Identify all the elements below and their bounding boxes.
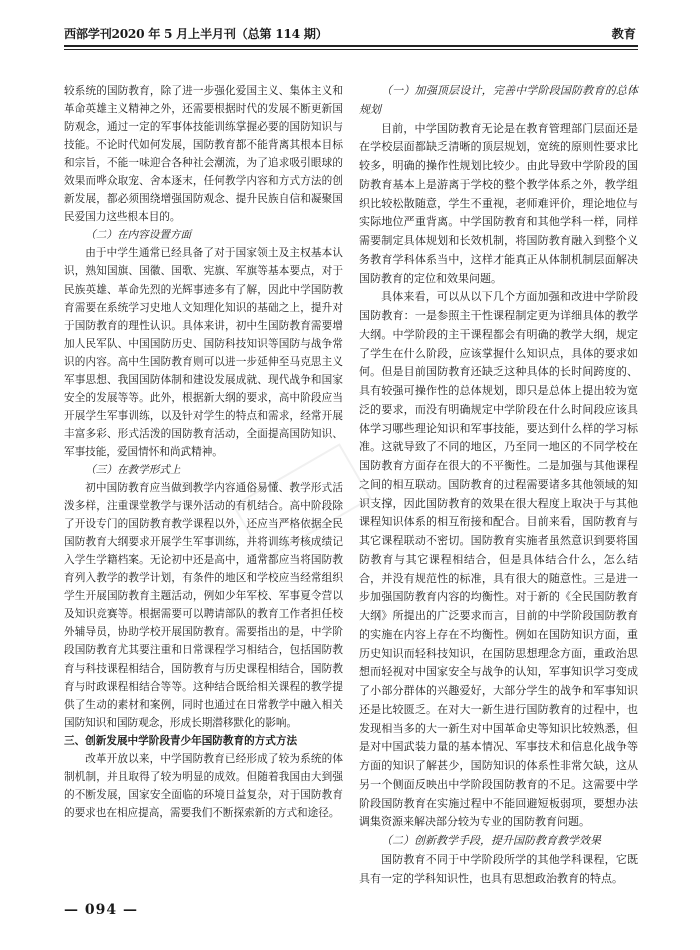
- left-column: [64, 82, 343, 822]
- subsection-heading: （三）在教学形式上: [85, 463, 181, 476]
- paragraph: 由于中学生通常已经具备了对于国家领土及主权基本认识，熟知国旗、国徽、国歌、宪旗、军旗等基本要点，对于民族英雄、革命先烈的光辉事迹多有了解，因此中学国防教育需要在系统学习史地人文知理化知识的基础之上，提升对于国防教育的理性认识。具体来讲，初中生国防教育需要增加人民军队、中国国防历史、国防科技知识等国防与战争常识的内容。高中生国防教育则可以进一步延伸至马克思主义军事思想、我国国防体制和建设发展成就、现代战争和国家安全的发展等等。此外，根据新大纲的要求，高中阶段应当开展学生军事训练，以及针对学生的特点和需求，经常开展丰富多彩、形式活泼的国防教育活动，全面提高国防知识、军事技能，爱国情怀和尚武精神。: [64, 247, 343, 458]
- subsection-heading: （一）加强顶层设计，完善中学阶段国防教育的总体规划: [359, 84, 638, 116]
- paragraph: 初中国防教育应当做到教学内容通俗易懂、教学形式活泼多样，注重课堂教学与课外活动的有机结合。高中阶段除了开设专门的国防教育教学课程以外，还应当严格依据全民国防教育大纲要求开展学生军事训练，并将训练考核成绩记入学生学籍档案。无论初中还是高中，通常都应当将国防教育列入教学的教学计划，有条件的地区和学校应当经常组织学生开展国防教育主题活动，例如少年军校、军事夏令营以及知识竞赛等。根据需要可以聘请部队的教育工作者担任校外辅导员，协助学校开展国防教育。需要指出的是，中学阶段国防教育尤其要注重和日常课程学习相结合，包括国防教育与科技课程相结合，国防教育与历史课程相结合，国防教育与时政课程相结合等等。这种结合既给相关课程的教学提供了生动的素材和案例，同时也通过在日常教学中融入相关国防知识和国防观念，形成长期潜移默化的影响。: [64, 482, 343, 729]
- subsection-heading: （二）在内容设置方面: [85, 229, 192, 242]
- header-rule-thin: [64, 49, 638, 50]
- section-heading: 三、创新发展中学阶段青少年国防教育的方式方法: [64, 734, 298, 747]
- right-column: [359, 82, 638, 888]
- paragraph: 国防教育不同于中学阶段所学的其他学科课程，它既具有一定的学科知识性，也具有思想政治教育的特点。: [359, 852, 638, 885]
- header-rule-thick: [64, 45, 638, 47]
- section-label: 教育: [611, 27, 636, 41]
- paragraph: 目前，中学国防教育无论是在教育管理部门层面还是在学校层面都缺乏清晰的顶层规划，宽统的原则性要求比较多，明确的操作性规划比较少。由此导致中学阶段的国防教育基本上是游离于学校的整个教学体系之外，教学组织比较松散随意，学生不重视，老师难评价，理论地位与实际地位严重背离。中学国防教育和其他学科一样，同样需要制定具体规划和长效机制，将国防教育融入到整个义务教育学科体系当中，这样才能真正从体制机制层面解决国防教育的定位和效果问题。: [359, 121, 638, 285]
- subsection-heading: （二）创新教学手段，提升国防教育教学效果: [381, 834, 601, 847]
- page-number: — 094 —: [64, 902, 138, 918]
- paragraph: 改革开放以来，中学国防教育已经形成了较为系统的体制机制，并且取得了较为明显的成效。但随着我国由大到强的不断发展，国家安全面临的环境日益复杂，对于国防教育的要求也在相应提高，需要我们不断探索新的方式和途径。: [64, 752, 343, 819]
- paragraph: 具体来看，可以从以下几个方面加强和改进中学阶段国防教育：一是参照主干性课程制定更为详细具体的教学大纲。中学阶段的主干课程都会有明确的教学大纲，规定了学生在什么阶段，应该掌握什么知识点，具体的要求如何。但是目前国防教育还缺乏这种具体的长时间跨度的、具有较强可操作性的总体规划，即只是总体上提出较为宽泛的要求，而没有明确规定中学阶段在什么时间段应该具体学习哪些理论知识和军事技能，要达到什么样的学习标准。这就导致了不同的地区，乃至同一地区的不同学校在国防教育方面存在很大的不平衡性。二是加强与其他课程之间的相互联动。国防教育的过程需要诸多其他领域的知识支撑，因此国防教育的效果在很大程度上取决于与其他课程知识体系的相互衔接和配合。目前来看，国防教育与其它课程联动不密切。国防教育实施者虽然意识到要将国防教育与其它课程相结合，但是具体结合什么，怎么结合，并没有规范性的标准，具有很大的随意性。三是进一步加强国防教育内容的均衡性。对于新的《全民国防教育大纲》所提出的广泛要求而言，目前的中学阶段国防教育的实施在内容上存在不均衡性。例如在国防知识方面，重历史知识而轻科技知识，在国防思想理念方面，重政治思想而轻视对中国家安全与战争的认知，军事知识学习变成了小部分群体的兴趣爱好，大部分学生的战争和军事知识还是比较匮乏。在对大一新生进行国防教育的过程中，也发现相当多的大一新生对中国革命史等知识比较熟悉，但是对中国武装力量的基本情况、军事技术和信息化战争等方面的知识了解甚少，国防知识的体系性非常欠缺，这从另一个侧面反映出中学阶段国防教育的不足。这需要中学阶段国防教育在实施过程中不能回避短板弱项，要想办法调集资源来解决部分较为专业的国防教育问题。: [359, 290, 638, 829]
- paragraph: 较系统的国防教育，除了进一步强化爱国主义、集体主义和革命英雄主义精神之外，还需要根据时代的发展不断更新国防观念，通过一定的军事体技能训练掌握必要的国防知识与技能。不论时代如何发展，国防教育都不能背离其根本目标和宗旨，不能一味迎合各种社会潮流，为了追求吸引眼球的效果而哗众取宠、舍本逐末，任何教学内容和方式方法的创新发展，都必须围绕增强国防观念、提升民族自信和凝聚国民爱国力这些根本目的。: [64, 85, 343, 224]
- journal-running-head: 西部学刊2020 年 5 月上半月刊（总第 114 期）: [64, 27, 328, 41]
- page-header: [64, 22, 638, 46]
